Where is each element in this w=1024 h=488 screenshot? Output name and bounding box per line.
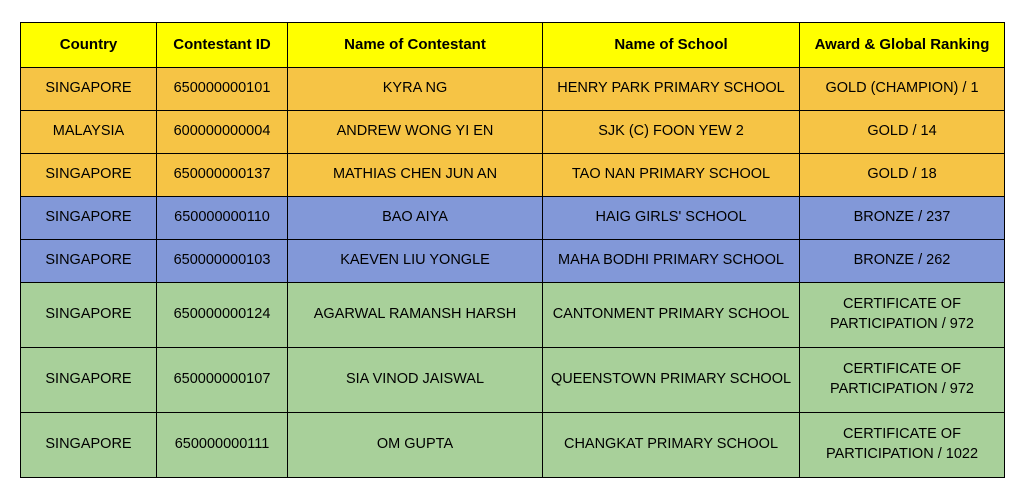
award-line-1: CERTIFICATE OF: [843, 426, 961, 443]
column-header-country: Country: [21, 23, 157, 68]
cell-name: SIA VINOD JAISWAL: [288, 348, 543, 413]
cell-school: CHANGKAT PRIMARY SCHOOL: [543, 413, 800, 478]
column-header-contestant-id: Contestant ID: [157, 23, 288, 68]
cell-country: SINGAPORE: [21, 240, 157, 283]
cell-award: [800, 68, 1005, 111]
cell-award: [800, 240, 1005, 283]
cell-country: MALAYSIA: [21, 111, 157, 154]
cell-country: SINGAPORE: [21, 348, 157, 413]
table-row: [21, 348, 1005, 413]
column-header-award-global-ranking: Award & Global Ranking: [800, 23, 1005, 68]
table-row: [21, 240, 1005, 283]
award-line-1: BRONZE / 262: [853, 252, 951, 269]
contest-results-table: [20, 22, 1005, 478]
award-line-1: GOLD / 14: [867, 123, 937, 140]
table-header: [21, 23, 1005, 68]
cell-school: MAHA BODHI PRIMARY SCHOOL: [543, 240, 800, 283]
cell-name: ANDREW WONG YI EN: [288, 111, 543, 154]
cell-contestant-id: 650000000111: [157, 413, 288, 478]
cell-school: TAO NAN PRIMARY SCHOOL: [543, 154, 800, 197]
cell-contestant-id: 650000000124: [157, 283, 288, 348]
award-line-2: PARTICIPATION / 972: [830, 381, 974, 397]
cell-name: AGARWAL RAMANSH HARSH: [288, 283, 543, 348]
cell-contestant-id: 600000000004: [157, 111, 288, 154]
cell-school: CANTONMENT PRIMARY SCHOOL: [543, 283, 800, 348]
table-header-row: [21, 23, 1005, 68]
table-row: [21, 197, 1005, 240]
cell-country: SINGAPORE: [21, 68, 157, 111]
cell-country: SINGAPORE: [21, 154, 157, 197]
cell-award: [800, 413, 1005, 478]
cell-award: [800, 154, 1005, 197]
table-row: [21, 283, 1005, 348]
cell-award: [800, 197, 1005, 240]
cell-name: OM GUPTA: [288, 413, 543, 478]
cell-contestant-id: 650000000110: [157, 197, 288, 240]
cell-country: SINGAPORE: [21, 197, 157, 240]
cell-contestant-id: 650000000103: [157, 240, 288, 283]
award-line-1: CERTIFICATE OF: [843, 296, 961, 313]
cell-school: SJK (C) FOON YEW 2: [543, 111, 800, 154]
column-header-name-of-school: Name of School: [543, 23, 800, 68]
cell-name: KYRA NG: [288, 68, 543, 111]
cell-contestant-id: 650000000137: [157, 154, 288, 197]
cell-country: SINGAPORE: [21, 413, 157, 478]
table-row: [21, 68, 1005, 111]
table-row: [21, 154, 1005, 197]
cell-country: SINGAPORE: [21, 283, 157, 348]
cell-award: [800, 111, 1005, 154]
table-row: [21, 111, 1005, 154]
cell-school: QUEENSTOWN PRIMARY SCHOOL: [543, 348, 800, 413]
cell-name: KAEVEN LIU YONGLE: [288, 240, 543, 283]
award-line-1: GOLD / 18: [867, 166, 937, 183]
award-line-2: PARTICIPATION / 1022: [825, 446, 979, 462]
cell-school: HAIG GIRLS' SCHOOL: [543, 197, 800, 240]
award-line-1: BRONZE / 237: [853, 209, 951, 226]
cell-name: MATHIAS CHEN JUN AN: [288, 154, 543, 197]
cell-contestant-id: 650000000101: [157, 68, 288, 111]
award-line-1: CERTIFICATE OF: [843, 361, 961, 378]
award-line-2: PARTICIPATION / 972: [830, 316, 974, 332]
cell-contestant-id: 650000000107: [157, 348, 288, 413]
column-header-name-of-contestant: Name of Contestant: [288, 23, 543, 68]
table-body: [21, 68, 1005, 478]
results-table-container: [20, 22, 1004, 478]
cell-school: HENRY PARK PRIMARY SCHOOL: [543, 68, 800, 111]
cell-award: [800, 283, 1005, 348]
award-line-1: GOLD (CHAMPION) / 1: [825, 80, 979, 97]
cell-name: BAO AIYA: [288, 197, 543, 240]
table-row: [21, 413, 1005, 478]
cell-award: [800, 348, 1005, 413]
